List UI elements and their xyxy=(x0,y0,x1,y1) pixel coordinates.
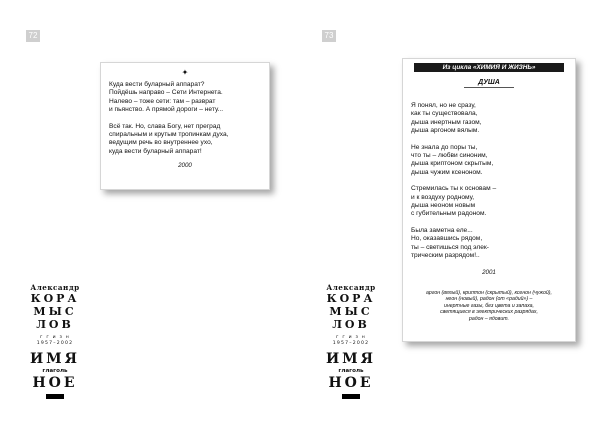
author-first-name: Александр xyxy=(30,283,80,292)
verse-line: дыша аргоном вялым. xyxy=(411,127,480,135)
verse-line: куда вести буларный аппарат! xyxy=(109,147,202,155)
verse-line: Стремилась ты к основам – xyxy=(411,185,497,193)
verse-line: что ты – любви синоним, xyxy=(411,152,488,160)
poem-year: 2001 xyxy=(482,268,496,276)
footnote-line: инертные газы, без цвета и запаха, xyxy=(444,302,534,309)
book-title-part: ИМЯ xyxy=(29,351,81,367)
poem-card-right xyxy=(402,58,576,342)
book-title-verb: глаголь xyxy=(338,368,364,374)
verse-line: Я понял, но не сразу, xyxy=(411,102,476,109)
verse-line: и к воздуху родному, xyxy=(411,193,475,201)
verse-line: Всё так. Но, слава Богу, нет преград xyxy=(109,122,221,130)
book-mark-right xyxy=(316,283,386,399)
verse-line: дыша криптоном скрытым, xyxy=(411,160,494,168)
verse-line: Пойдёшь направо – Сети Интернета. xyxy=(109,89,223,97)
verse-line: ты – светишься под элек- xyxy=(411,243,489,251)
author-surname-part: ЛОВ xyxy=(36,318,74,331)
author-surname-part: МЫС xyxy=(33,305,77,318)
author-surname-part: КОРА xyxy=(30,292,80,305)
author-surname-part: ЛОВ xyxy=(332,318,370,331)
verse-line: спиральным и крутым тропинкам духа, xyxy=(109,131,229,139)
book-title-verb: глаголь xyxy=(42,368,68,374)
footnote-line: светящиеся в электрических разрядах, xyxy=(440,309,538,316)
page-number-right: 73 xyxy=(322,30,336,42)
verse-line: дыша неоном новым xyxy=(411,202,476,210)
book-title-part: ИМЯ xyxy=(325,351,377,367)
book-title-part: НОЕ xyxy=(328,375,374,391)
verse-line: Не знала до поры ты, xyxy=(411,143,478,151)
author-first-name: Александр xyxy=(326,283,376,292)
verse-line: Была заметна еле... xyxy=(411,226,473,234)
verse-line: дыша инертным газом, xyxy=(411,118,482,126)
stanza-4 xyxy=(411,227,575,261)
verse-line: дыша чужим ксеноном. xyxy=(411,168,483,176)
poem-card-left xyxy=(100,62,270,190)
verse-line: как ты существовала, xyxy=(411,110,478,118)
author-surname-part: МЫС xyxy=(329,305,373,318)
footnote-line: радон – ядовит. xyxy=(469,315,509,322)
cycle-title: Из цикла «ХИМИЯ И ЖИЗНЬ» xyxy=(414,63,564,72)
stanza-3 xyxy=(411,185,575,219)
footnote xyxy=(403,290,575,323)
poem-title: ДУША xyxy=(464,78,514,88)
verse-line: ведущим речь во внутреннее ухо, xyxy=(109,139,213,147)
footnote-line: неон (новый), радон (от «радий») – xyxy=(445,296,533,303)
star-marker: ✦ xyxy=(181,68,189,77)
book-mark-left xyxy=(20,283,90,399)
decorative-bar xyxy=(46,394,64,399)
verse-line: Налево – тоже сети: там – разврат xyxy=(109,97,216,105)
stanza-1 xyxy=(109,81,269,115)
decorative-bar xyxy=(342,394,360,399)
book-title-part: НОЕ xyxy=(32,375,78,391)
verse-line: с губительным радоном. xyxy=(411,210,487,218)
page-number-left: 72 xyxy=(26,30,40,42)
poem-year: 2000 xyxy=(178,162,192,170)
stanza-2 xyxy=(109,123,269,157)
footnote-line: аргон (вялый), криптон (скрытый), ксенон (чужой), xyxy=(426,289,552,296)
verse-line: Но, оказавшись рядом, xyxy=(411,235,483,243)
stanza-2 xyxy=(411,144,575,178)
verse-line: Куда вести буларный аппарат? xyxy=(109,81,205,88)
author-surname-part: КОРА xyxy=(326,292,376,305)
author-dates: г г и з н 1957–2002 xyxy=(36,335,74,346)
author-dates: г г и з н 1957–2002 xyxy=(332,335,370,346)
stanza-1 xyxy=(411,102,575,136)
verse-line: и пьянство. А прямой дороги – нету... xyxy=(109,106,224,114)
verse-line: трическим разрядом!.. xyxy=(411,252,480,260)
